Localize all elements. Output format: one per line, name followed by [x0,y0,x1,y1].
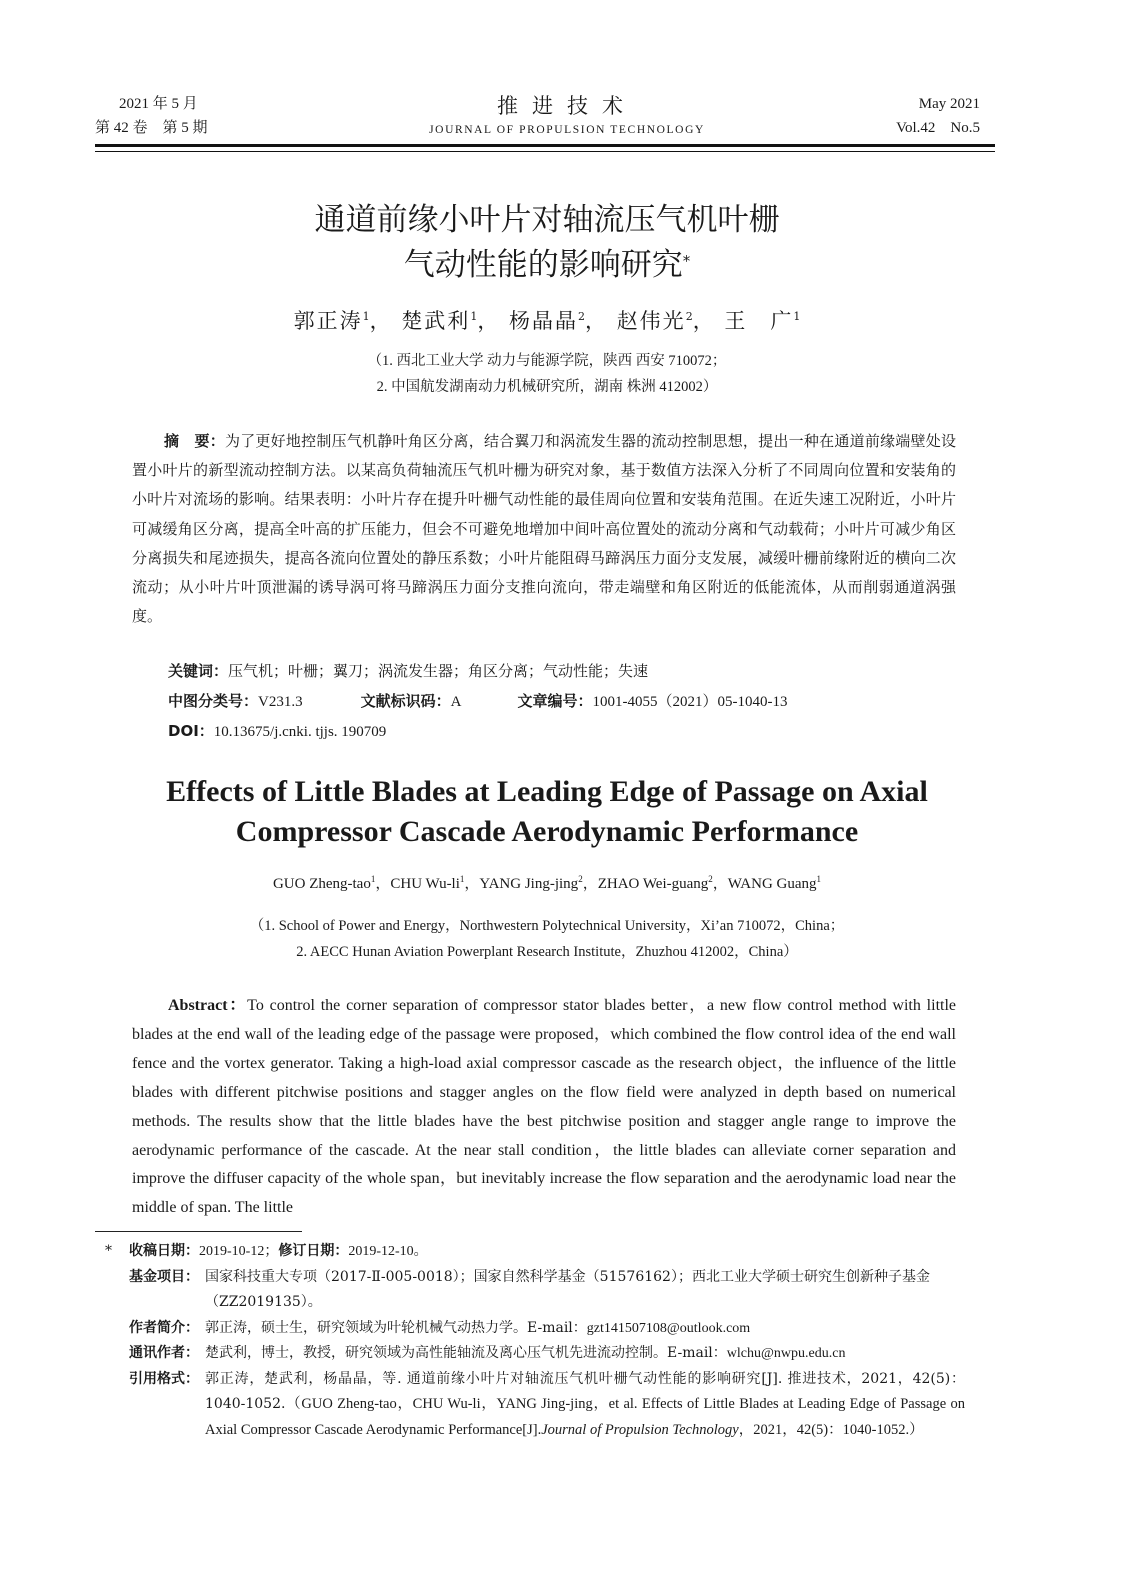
corresponding-label: 通讯作者： [129,1345,199,1361]
citation-pages-en: ，2021，42(5)：1040-1052.） [738,1421,924,1438]
article-number-label: 文章编号： [517,692,593,710]
author-en: YANG Jing-jing [479,876,579,892]
authors-en: GUO Zheng-tao$^1$，CHU $Wu-li^1$，YANG Jing-jing$^2$，ZHAO Wei-guang$^2$，WANG Guang$^1$ [272,874,822,892]
abstract-en-text: To control the corner separation of compressor stator blades better，a new flow control method with little blades at the end wall of the leading edge of the passage were proposed，which combined the flow control idea of the end wall fence and the vortex generator. Taking a high-load axial compressor cascade as the research object，the influence of the little blades with different pitchwise positions and stagger angles on the flow field were analyzed in depth based on numerical methods. The results show that the little blades have the best pitchwise position and stagger angle range to improve the aerodynamic performance of the cascade. At the near stall condition，the little blades can alleviate corner separation and improve the diffuser capacity of the whole span，but inevitably increase the flow separation and the aerodynamic load near the middle of span. The little [132,997,957,1217]
citation-journal-en: Journal of Propulsion Technology [541,1421,739,1438]
author-en: ZHAO Wei-guang [597,876,709,892]
doi-label: DOI： [168,722,214,740]
bio-email[interactable]: gzt141507108@outlook.com [586,1320,751,1336]
journal-name-en: JOURNAL OF PROPULSION TECHNOLOGY [429,124,705,136]
citation-label: 引用格式： [129,1370,199,1387]
footnotes [105,1239,965,1443]
title-cn-line2: 气动性能的影响研究* [403,247,691,283]
author-cn: 赵伟光 [616,309,686,333]
doc-code-value: A [450,694,462,710]
author-en: WANG Guang [727,876,817,892]
header-volume-en: Vol.42 No.5 [896,120,980,136]
received-label: 收稿日期： [129,1243,199,1259]
doc-code-label: 文献标识码： [360,692,451,710]
paper-title-cn [0,198,1094,288]
clc-label: 中图分类号： [168,692,259,710]
paper-title-en [0,772,1094,852]
authors-cn: 郭正涛$^1$， 楚武利$^1$， 杨晶晶$^2$， 赵伟光$^2$， 王 广$^1$ [293,309,801,333]
abstract-en-label: Abstract： [168,997,248,1014]
bio-label: 作者简介： [129,1319,199,1336]
footnote-bio [105,1316,965,1342]
fund-label: 基金项目： [129,1268,199,1285]
corresponding-text: 楚武利，博士，教授，研究领域为高性能轴流及离心压气机先进流动控制。E-mail： [205,1345,727,1361]
keywords-cn [168,660,648,681]
author-en: CHU Wu-li [390,876,460,892]
footnote-star: * [105,1243,112,1259]
keywords-text: 压气机；叶栅；翼刀；涡流发生器；角区分离；气动性能；失速 [228,662,649,680]
title-en-line2: Compressor Cascade Aerodynamic Performance [235,815,859,848]
author-cn: 杨晶晶 [509,309,578,333]
author-cn: 王 广 [724,309,794,333]
author-en: GUO Zheng-tao [272,876,371,892]
header-rule-thick [95,144,995,147]
footnote-fund [105,1265,965,1316]
corresponding-email[interactable]: wlchu@nwpu.edu.cn [726,1346,846,1361]
affiliations-en [0,913,1094,965]
header-issue-en [896,92,980,140]
abstract-cn-label: 摘 要： [164,432,225,450]
revised-date: 2019-12-10。 [348,1244,428,1259]
footnote-citation [105,1367,965,1444]
header-volume-cn: 第 42 卷 第 5 期 [95,120,208,136]
footnote-dates [105,1239,965,1265]
affiliation-en: （1. School of Power and Energy，Northwestern Polytechnical University，Xi’an 710072，China； [249,918,845,934]
footnote-rule [95,1231,302,1232]
header-date-cn: 2021 年 5 月 [119,96,198,112]
header-rule-thin [95,151,995,152]
revised-label: 修订日期： [278,1243,349,1259]
author-cn: 楚武利 [401,309,471,333]
abstract-cn [132,427,956,631]
classification-line [168,690,787,711]
article-number-value: 1001-4055（2021）05-1040-13 [592,694,788,710]
abstract-en [132,992,956,1223]
fund-text: 国家科技重大专项（2017-Ⅱ-005-0018）；国家自然科学基金（51576162）；西北工业大学硕士研究生创新种子基金（ZZ2019135）。 [205,1268,930,1310]
affiliations-cn [0,348,1094,400]
doi-line [168,720,386,741]
clc-value: V231.3 [258,694,303,710]
keywords-label: 关键词： [168,662,229,680]
affiliation-cn: 2. 中国航发湖南动力机械研究所，湖南 株洲 412002） [376,379,718,395]
title-footnote-mark: * [682,252,691,270]
header-date-en: May 2021 [918,96,980,112]
received-date: 2019-10-12； [199,1244,279,1259]
title-en-line1: Effects of Little Blades at Leading Edge of Passage on Axial [166,775,928,808]
citation-text-cn: 郭正涛，楚武利，杨晶晶，等. 通道前缘小叶片对轴流压气机叶栅气动性能的影响研究[J]. 推进技术，2021，42(5)：1040-1052. [205,1370,965,1412]
journal-name-cn: 推进技术 [497,94,637,118]
footnote-corresponding [105,1341,965,1367]
bio-text: 郭正涛，硕士生，研究领域为叶轮机械气动热力学。E-mail： [205,1319,587,1336]
citation-text-en: （GUO Zheng-tao，CHU Wu-li，YANG Jing-jing，et al. Effects of Little Blades at Leading Edge of Passage on Axial Compressor Cascade Aerodynamic Performance[J]. [205,1396,965,1438]
abstract-cn-text: 为了更好地控制压气机静叶角区分离，结合翼刀和涡流发生器的流动控制思想，提出一种在通道前缘端壁处设置小叶片的新型流动控制方法。以某高负荷轴流压气机叶栅为研究对象，基于数值方法深入分析了不同周向位置和安装角的小叶片对流场的影响。结果表明：小叶片存在提升叶栅气动性能的最佳周向位置和安装角范围。在近失速工况附近，小叶片可减缓角区分离，提高全叶高的扩压能力，但会不可避免地增加中间叶高位置处的流动分离和气动载荷；小叶片可减少角区分离损失和尾迹损失，提高各流向位置处的静压系数；小叶片能阻碍马蹄涡压力面分支发展，减缓叶栅前缘附近的横向二次流动；从小叶片叶顶泄漏的诱导涡可将马蹄涡压力面分支推向流向，带走端壁和角区附近的低能流体，从而削弱通道涡强度。 [132,432,956,626]
title-cn-line1: 通道前缘小叶片对轴流压气机叶栅 [314,202,780,238]
affiliation-en: 2. AECC Hunan Aviation Powerplant Research Institute，Zhuzhou 412002，China） [296,944,798,960]
doi-value: 10.13675/j.cnki. tjjs. 190709 [213,724,387,740]
author-cn: 郭正涛 [293,309,363,333]
affiliation-cn: （1. 西北工业大学 动力与能源学院，陕西 西安 710072； [367,353,727,369]
